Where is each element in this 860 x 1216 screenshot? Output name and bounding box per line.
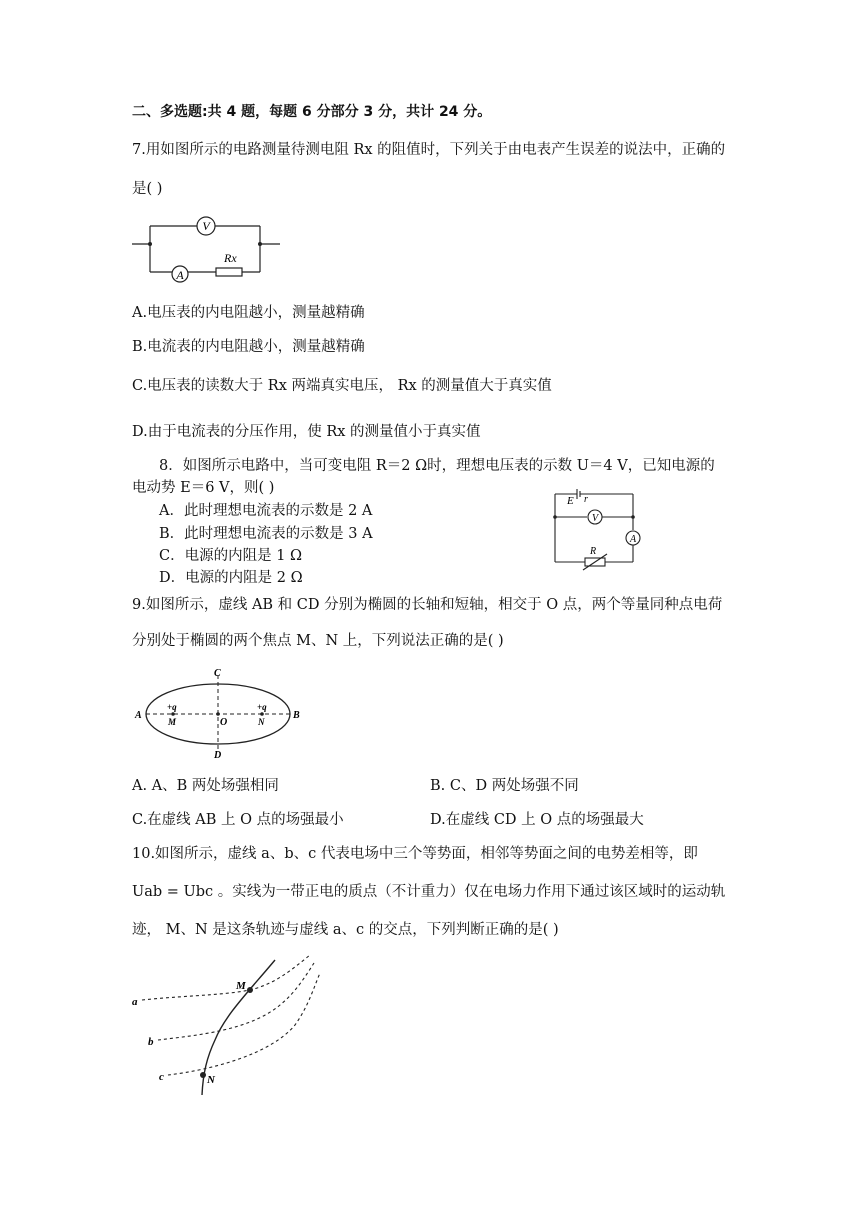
q9-stem-line2: 分别处于椭圆的两个焦点 M、N 上，下列说法正确的是( ): [132, 633, 504, 649]
q7-option-c: C.电压表的读数大于 Rx 两端真实电压， Rx 的测量值大于真实值: [132, 378, 552, 394]
q7-option-a: A.电压表的内电阻越小，测量越精确: [132, 305, 365, 321]
q10-equipotential-figure: [130, 955, 330, 1095]
q8-circuit-figure: [555, 488, 655, 568]
q9-label-c: C: [214, 668, 221, 679]
q10-label-m: M: [236, 980, 246, 992]
section-header: 二、多选题:共 4 题，每题 6 分部分 3 分，共计 24 分。: [132, 104, 492, 120]
q8-stem-line1: 8．如图所示电路中，当可变电阻 R＝2 Ω时，理想电压表的示数 U＝4 V，已知电源的: [159, 458, 715, 474]
q9-stem-line1: 9.如图所示，虚线 AB 和 CD 分别为椭圆的长轴和短轴，相交于 O 点，两个等量同种点电荷: [132, 597, 723, 613]
q10-label-a: a: [132, 996, 138, 1008]
q10-label-n: N: [207, 1074, 215, 1086]
q9-label-n: N: [258, 717, 265, 727]
q7-stem-line2: 是( ): [132, 181, 163, 197]
q10-stem-line1: 10.如图所示，虚线 a、b、c 代表电场中三个等势面，相邻等势面之间的电势差相等，即: [132, 846, 698, 862]
q10-stem-line3: 迹， M、N 是这条轨迹与虚线 a、c 的交点，下列判断正确的是( ): [132, 922, 559, 938]
q7-resistor-label: Rx: [224, 251, 237, 265]
q8-internal-label: r: [584, 494, 588, 505]
q7-ammeter-label: A: [176, 268, 184, 282]
q8-rheostat-label: R: [590, 546, 597, 557]
q10-label-c: c: [159, 1071, 164, 1083]
q10-label-b: b: [148, 1036, 154, 1048]
q8-option-b: B．此时理想电流表的示数是 3 A: [159, 526, 373, 542]
q9-option-b: B. C、D 两处场强不同: [430, 778, 579, 794]
q7-option-b: B.电流表的内电阻越小，测量越精确: [132, 339, 365, 355]
q9-option-d: D.在虚线 CD 上 O 点的场强最大: [430, 812, 644, 828]
q7-voltmeter-label: V: [202, 219, 210, 233]
q9-option-c: C.在虚线 AB 上 O 点的场强最小: [132, 812, 344, 828]
q9-label-b: B: [293, 710, 300, 721]
q9-label-m: M: [168, 717, 177, 727]
q8-option-c: C．电源的内阻是 1 Ω: [159, 548, 303, 564]
q10-stem-line2: Uab = Ubc 。实线为一带正电的质点（不计重力）仅在电场力作用下通过该区域时的运动轨: [132, 884, 726, 900]
q7-option-d: D.由于电流表的分压作用，使 Rx 的测量值小于真实值: [132, 424, 481, 440]
q8-option-d: D．电源的内阻是 2 Ω: [159, 570, 303, 586]
q9-label-a: A: [135, 710, 142, 721]
q9-label-d: D: [214, 750, 222, 761]
q8-stem-line2: 电动势 E＝6 V，则( ): [132, 480, 275, 496]
q9-label-o: O: [220, 717, 228, 728]
q9-charge-right: +q: [257, 702, 267, 712]
q8-option-a: A．此时理想电流表的示数是 2 A: [159, 503, 373, 519]
q8-ammeter-label: A: [629, 534, 637, 545]
q7-circuit-figure: [132, 214, 292, 284]
q9-ellipse-figure: [132, 665, 312, 765]
q9-option-a: A. A、B 两处场强相同: [132, 778, 279, 794]
q9-charge-left: +q: [167, 702, 177, 712]
q8-voltmeter-label: V: [591, 513, 599, 524]
q7-stem-line1: 7.用如图所示的电路测量待测电阻 Rx 的阻值时，下列关于由电表产生误差的说法中，正确的: [132, 142, 726, 158]
q8-emf-label: E: [567, 495, 574, 507]
